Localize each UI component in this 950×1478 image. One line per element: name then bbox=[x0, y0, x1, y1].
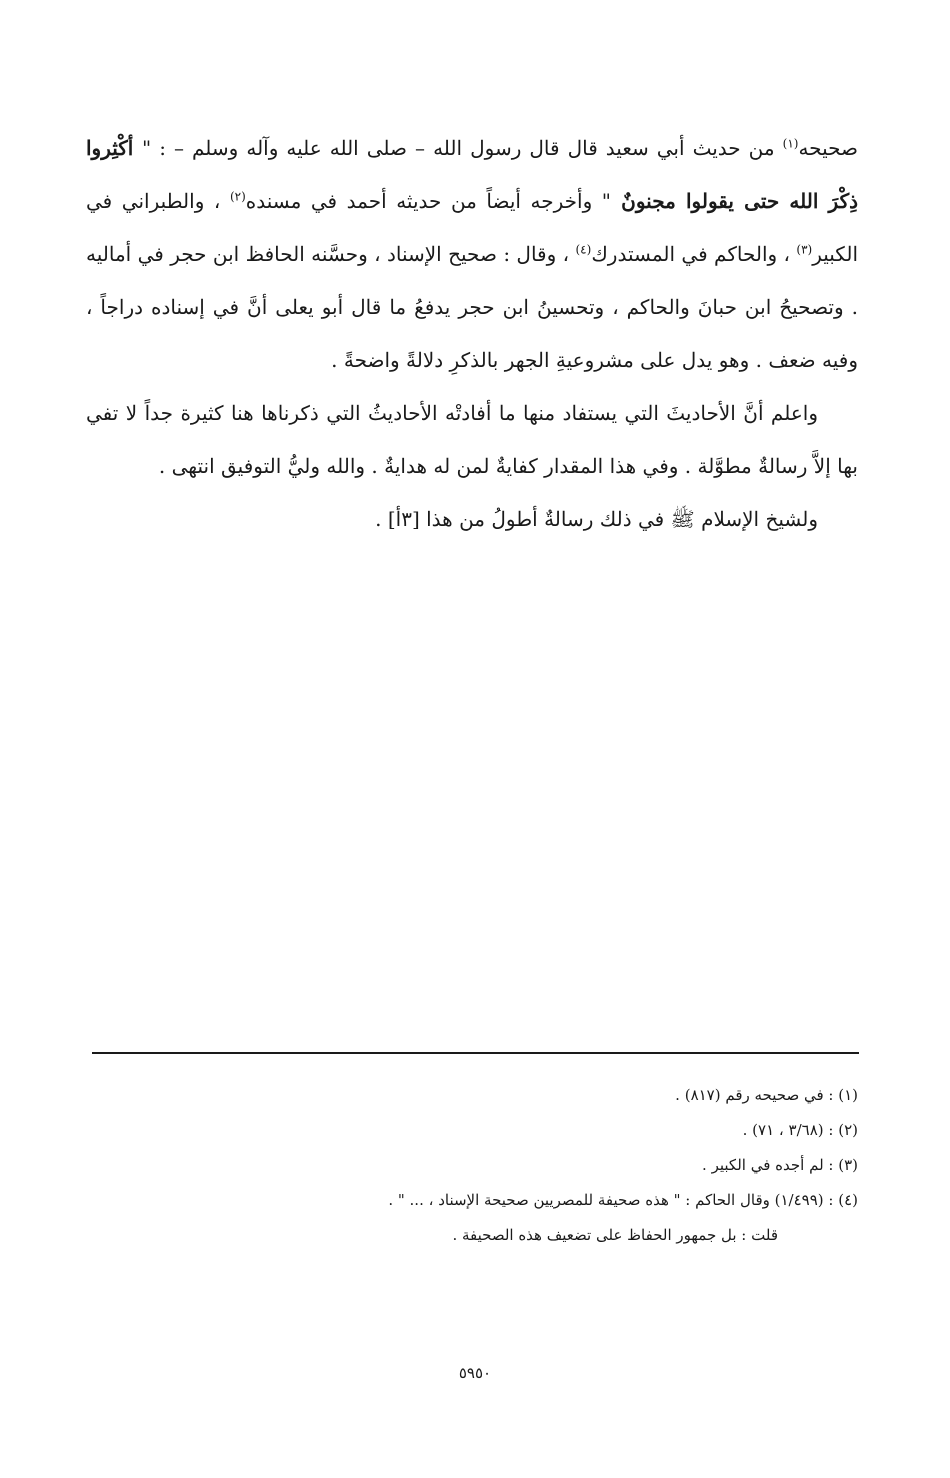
footnote-3: (٣) : لم أجده في الكبير . bbox=[702, 1156, 858, 1174]
footnote-4: (٤) : (١/٤٩٩) وقال الحاكم : " هذه صحيفة للمصريين صحيحة الإسناد ، ... " . bbox=[388, 1191, 858, 1209]
text-run: من حديث أبي سعيد قال قال رسول الله – صلى الله عليه وآله وسلم – : " bbox=[142, 136, 783, 160]
footnote-separator bbox=[92, 1052, 859, 1054]
footnote-ref-2[interactable]: (٢) bbox=[229, 189, 246, 204]
hadith-quote: أكْثِروا ذِكْرَ الله حتى يقولوا مجنونٌ bbox=[86, 136, 858, 213]
footnote-ref-1[interactable]: (١) bbox=[782, 136, 799, 151]
paragraph-3: ولشيخ الإسلام ﷺ في ذلك رسالةٌ أطولُ من هذا [٣أ] . bbox=[375, 507, 818, 531]
footnotes bbox=[86, 1082, 858, 1257]
footnote-ref-4[interactable]: (٤) bbox=[575, 242, 592, 257]
text-run: " وأخرجه أيضاً من حديثه أحمد في مسنده bbox=[245, 189, 611, 213]
footnote-1: (١) : في صحيحه رقم (٨١٧) . bbox=[675, 1086, 858, 1104]
text-run: ، والحاكم في المستدرك bbox=[591, 242, 797, 266]
text-run: صحيحه bbox=[798, 136, 859, 160]
text-run: ، وقال : صحيح الإسناد ، وحسَّنه الحافظ ابن حجر في أماليه . وتصحيحُ ابن حبانَ والحاكم ، وتحسينُ ابن حجر يدفعُ ما قال أبو يعلى أنَّ في إسناده دراجاً ، وفيه ضعف . وهو يدل على مشروعيةِ الجهر بالذكرِ دلالةً واضحةً . bbox=[86, 242, 858, 372]
text-run: ، والطبراني في الكبير bbox=[86, 189, 859, 266]
footnote-ref-3[interactable]: (٣) bbox=[796, 242, 813, 257]
paragraph-2: واعلم أنَّ الأحاديثَ التي يستفاد منها ما أفادتْه الأحاديثُ التي ذكرناها هنا كثيرة جداً لا تفي بها إلاَّ رسالةٌ مطوَّلة . وفي هذا المقدار كفايةٌ لمن له هدايةٌ . والله وليُّ التوفيق انتهى . bbox=[86, 401, 858, 478]
footnote-4-note: قلت : بل جمهور الحفاظ على تضعيف هذه الصحيفة . bbox=[452, 1226, 778, 1244]
footnote-2: (٢) : (٣/٦٨ ، ٧١) . bbox=[742, 1121, 858, 1139]
page-number: ٥٩٥٠ bbox=[458, 1364, 492, 1382]
paragraph-1 bbox=[86, 122, 858, 387]
main-text bbox=[86, 122, 858, 546]
